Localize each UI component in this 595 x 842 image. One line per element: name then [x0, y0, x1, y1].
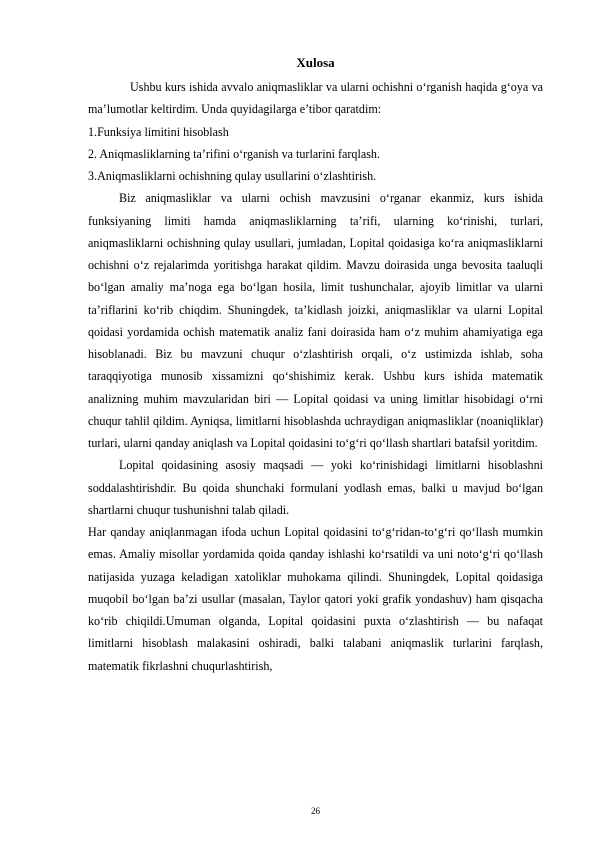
list-item-3: 3.Aniqmasliklarni ochishning qulay usullarini o‘zlashtirish. [88, 169, 377, 183]
paragraph-main: Biz aniqmasliklar va ularni ochish mavzusini o‘rganar ekanmiz, kurs ishida funksiyaning limiti hamda aniqmasliklarning ta’rifi, ularning ko‘rinishi, turlari, aniqmasliklarni ochishning qulay usullari, jumladan, Lopital qoidasiga ko‘ra aniqmasliklarni ochishni o‘z rejalarimda yoritishga harakat qildim. Mavzu doirasida unga bevosita taaluqli bo‘lgan amaliy ma’noga ega bo‘lgan hosila, limit tushunchalar, ajoyib limitlar va ularni ta’riflarini ko‘rib chiqdim. Shuningdek, ta’kidlash joizki, aniqmasliklar va ularni Lopital qoidasi yordamida ochish matematik analiz fani doirasida ham o‘z muhim ahamiyatiga ega hisoblanadi. Biz bu mavzuni chuqur o‘zlashtirish orqali, o‘z ustimizda ishlab, soha taraqqiyotiga munosib xissamizni qo‘shishimiz kerak. Ushbu kurs ishida matematik analizning muhim mavzularidan biri — Lopital qoidasi va uning limitlar hisobidagi o‘rni chuqur tahlil qildim. Ayniqsa, limitlarni hisoblashda uchraydigan aniqmasliklar (noaniqliklar) turlari, ularni qanday aniqlash va Lopital qoidasini to‘g‘ri qo‘llash shartlari batafsil yoritdim. [88, 191, 543, 450]
section-title: Xulosa [296, 55, 335, 70]
paragraph-intro: Ushbu kurs ishida avvalo aniqmasliklar va ularni ochishni o‘rganish haqida g‘oya va ma’lumotlar keltirdim. Unda quyidagilarga e’tibor qaratdim: [88, 80, 543, 117]
paragraph-lopital-purpose: Lopital qoidasining asosiy maqsadi — yoki ko‘rinishidagi limitlarni hisoblashni soddalashtirishdir. Bu qoida shunchaki formulani yodlash emas, balki u mavjud bo‘lgan shartlarni chuqur tushunishni talab qiladi. [88, 458, 543, 517]
list-item-1: 1.Funksiya limitini hisoblash [88, 124, 229, 139]
paragraph-conclusion: Har qanday aniqlanmagan ifoda uchun Lopital qoidasini to‘g‘ridan-to‘g‘ri qo‘llash mumkin emas. Amaliy misollar yordamida qoida qanday ishlashi ko‘rsatildi va uni noto‘g‘ri qo‘llash natijasida yuzaga keladigan xatoliklar muhokama qilindi. Shuningdek, Lopital qoidasiga muqobil bo‘lgan ba’zi usullar (masalan, Taylor qatori yoki grafik yondashuv) ham qisqacha ko‘rib chiqildi.Umuman olganda, Lopital qoidasini puxta o‘zlashtirish — bu nafaqat limitlarni hisoblash malakasini oshiradi, balki talabani aniqmaslik turlarini farqlash, matematik fikrlashni chuqurlashtirish, [88, 525, 543, 673]
list-item-2: 2. Aniqmasliklarning ta’rifini o‘rganish va turlarini farqlash. [88, 146, 380, 161]
page-number: 26 [311, 806, 320, 816]
document-body [88, 76, 543, 677]
